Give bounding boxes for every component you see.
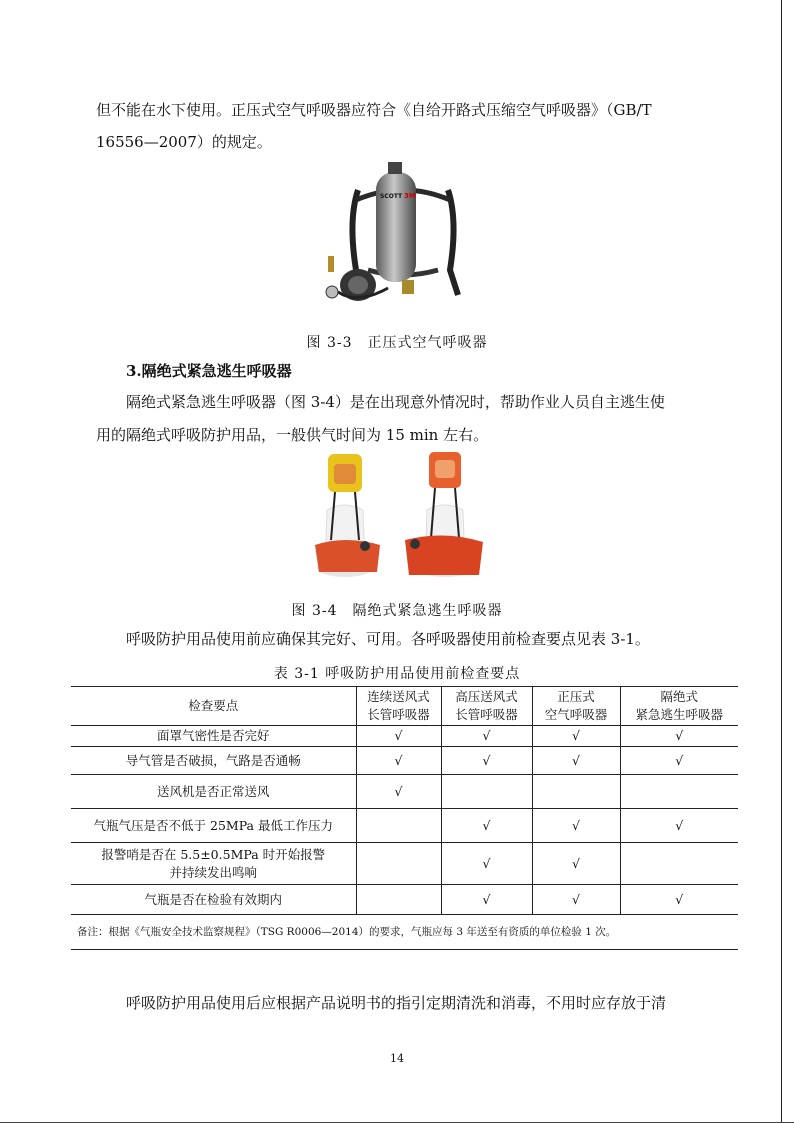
table-cell: √ bbox=[532, 809, 620, 843]
section-heading: 3.隔绝式紧急逃生呼吸器 bbox=[126, 362, 292, 380]
table-cell: √ bbox=[356, 726, 441, 747]
header-check-points: 检查要点 bbox=[71, 687, 356, 726]
table-cell: 报警哨是否在 5.5±0.5MPa 时开始报警并持续发出鸣响 bbox=[71, 843, 356, 885]
paragraph-line: 呼吸防护用品使用后应根据产品说明书的指引定期清洗和消毒，不用时应存放于清 bbox=[126, 994, 667, 1012]
figure-caption: 图 3-4 隔绝式紧急逃生呼吸器 bbox=[291, 603, 503, 619]
table-cell: √ bbox=[532, 747, 620, 775]
paragraph-line: 但不能在水下使用。正压式空气呼吸器应符合《自给开路式压缩空气呼吸器》（GB/T bbox=[96, 101, 652, 119]
table-note: 备注：根据《气瓶安全技术监察规程》（TSG R0006—2014）的要求，气瓶应每 3 年送至有资质的单位检验 1 次。 bbox=[71, 915, 738, 950]
table-row bbox=[71, 747, 738, 775]
table-cell: √ bbox=[620, 747, 738, 775]
header-line: 连续送风式 bbox=[367, 689, 430, 704]
scott-logo: SCOTT bbox=[380, 193, 403, 200]
table-cell: 送风机是否正常送风 bbox=[71, 775, 356, 809]
table-cell: √ bbox=[532, 885, 620, 915]
table-cell: √ bbox=[620, 809, 738, 843]
table-cell: √ bbox=[532, 726, 620, 747]
table-row bbox=[71, 809, 738, 843]
header-line: 正压式 bbox=[557, 689, 595, 704]
table-cell bbox=[620, 775, 738, 809]
paragraph-line: 16556—2007）的规定。 bbox=[96, 133, 272, 151]
table-note-row bbox=[71, 915, 738, 950]
table-cell: 导气管是否破损，气路是否通畅 bbox=[71, 747, 356, 775]
header-line: 隔绝式 bbox=[660, 689, 698, 704]
table-cell bbox=[356, 843, 441, 885]
header-line: 高压送风式 bbox=[455, 689, 518, 704]
table-row bbox=[71, 843, 738, 885]
header-continuous-airline bbox=[356, 687, 441, 726]
header-line: 空气呼吸器 bbox=[544, 707, 608, 722]
table-cell: √ bbox=[441, 747, 532, 775]
header-positive-pressure-scba bbox=[532, 687, 620, 726]
table-cell bbox=[441, 775, 532, 809]
page-right-border bbox=[781, 0, 782, 1123]
header-escape-respirator bbox=[620, 687, 738, 726]
figure-caption: 图 3-3 正压式空气呼吸器 bbox=[306, 335, 488, 351]
table-cell: √ bbox=[356, 775, 441, 809]
inspection-table bbox=[71, 686, 738, 950]
paragraph-line: 隔绝式紧急逃生呼吸器（图 3-4）是在出现意外情况时，帮助作业人员自主逃生使 bbox=[126, 393, 665, 411]
table-cell: √ bbox=[532, 843, 620, 885]
breathing-apparatus-image bbox=[318, 160, 488, 310]
header-high-pressure-airline bbox=[441, 687, 532, 726]
table-cell: √ bbox=[441, 726, 532, 747]
table-cell: √ bbox=[441, 809, 532, 843]
escape-respirator-image bbox=[305, 450, 485, 585]
table-cell bbox=[356, 885, 441, 915]
table-cell: 气瓶是否在检验有效期内 bbox=[71, 885, 356, 915]
table-cell bbox=[356, 809, 441, 843]
table-cell: √ bbox=[620, 726, 738, 747]
page-number: 14 bbox=[390, 1052, 404, 1065]
table-cell bbox=[532, 775, 620, 809]
paragraph-line: 呼吸防护用品使用前应确保其完好、可用。各呼吸器使用前检查要点见表 3-1。 bbox=[126, 630, 650, 648]
3m-logo: 3M bbox=[404, 192, 416, 200]
table-cell: 面罩气密性是否完好 bbox=[71, 726, 356, 747]
table-cell: √ bbox=[620, 885, 738, 915]
table-cell: 气瓶气压是否不低于 25MPa 最低工作压力 bbox=[71, 809, 356, 843]
paragraph-line: 用的隔绝式呼吸防护用品，一般供气时间为 15 min 左右。 bbox=[96, 426, 489, 444]
table-cell bbox=[620, 843, 738, 885]
table-caption: 表 3-1 呼吸防护用品使用前检查要点 bbox=[273, 666, 521, 682]
header-line: 长管呼吸器 bbox=[455, 707, 518, 722]
table-cell: √ bbox=[356, 747, 441, 775]
table-cell: √ bbox=[441, 843, 532, 885]
header-line: 长管呼吸器 bbox=[367, 707, 430, 722]
table-cell: √ bbox=[441, 885, 532, 915]
header-line: 紧急逃生呼吸器 bbox=[635, 707, 723, 722]
table-row bbox=[71, 775, 738, 809]
table-header-row bbox=[71, 687, 738, 726]
table-row bbox=[71, 726, 738, 747]
table-row bbox=[71, 885, 738, 915]
